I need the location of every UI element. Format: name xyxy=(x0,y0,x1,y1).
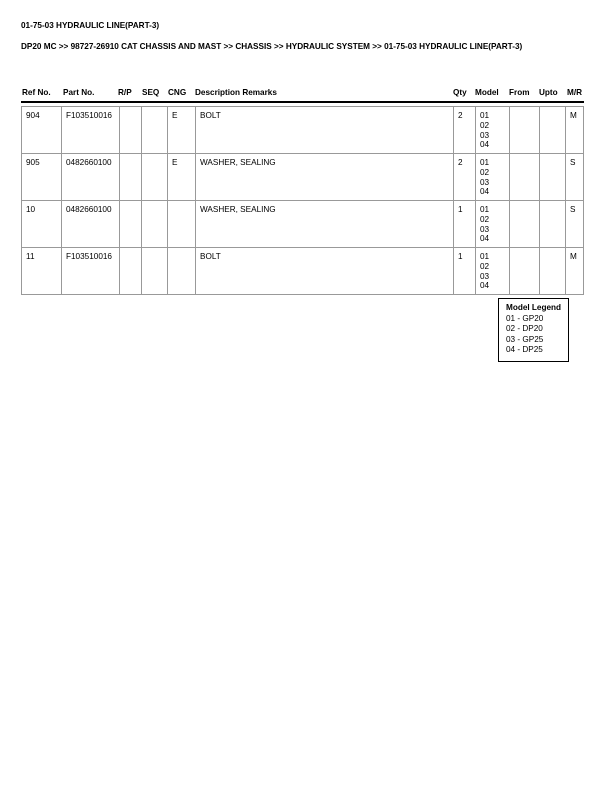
part-no-cell: 0482660100 xyxy=(61,154,119,200)
col-upto: Upto xyxy=(539,88,558,97)
mr-cell: S xyxy=(565,201,583,247)
table-row xyxy=(22,154,583,201)
table-row xyxy=(22,248,583,295)
header-rule xyxy=(21,101,584,103)
upto-cell xyxy=(539,107,565,153)
col-part-no: Part No. xyxy=(63,88,95,97)
model-legend xyxy=(498,298,569,362)
description-cell: WASHER, SEALING xyxy=(195,201,453,247)
col-mr: M/R xyxy=(567,88,583,97)
ref-cell: 11 xyxy=(26,252,35,261)
legend-item: 01 - GP20 xyxy=(506,314,544,323)
cng-cell xyxy=(167,201,195,247)
model-code: 04 xyxy=(480,187,490,197)
model-code: 04 xyxy=(480,234,490,244)
mr-cell: M xyxy=(565,107,583,153)
model-code: 02 xyxy=(480,214,490,224)
ref-cell: 905 xyxy=(26,158,40,167)
seq-cell xyxy=(141,248,167,294)
from-cell xyxy=(509,248,539,294)
model-code: 01 xyxy=(480,252,490,261)
from-cell xyxy=(509,107,539,153)
model-code: 02 xyxy=(480,167,490,177)
legend-item: 04 - DP25 xyxy=(506,345,543,355)
mr-cell: M xyxy=(565,248,583,294)
model-code: 02 xyxy=(480,261,490,271)
model-code: 01 xyxy=(480,111,490,120)
model-code: 01 xyxy=(480,205,490,214)
qty-cell: 1 xyxy=(453,201,475,247)
table-row xyxy=(22,107,583,154)
model-code: 04 xyxy=(480,281,490,291)
part-no-cell: F103510016 xyxy=(61,107,119,153)
parts-table xyxy=(21,106,584,295)
col-cng: CNG xyxy=(168,88,187,97)
rp-cell xyxy=(119,107,141,153)
table-header xyxy=(21,88,584,99)
part-no-cell: F103510016 xyxy=(61,248,119,294)
col-qty: Qty xyxy=(453,88,467,97)
seq-cell xyxy=(141,154,167,200)
ref-cell: 10 xyxy=(26,205,36,214)
from-cell xyxy=(509,201,539,247)
mr-cell: S xyxy=(565,154,583,200)
qty-cell: 2 xyxy=(453,154,475,200)
rp-cell xyxy=(119,154,141,200)
col-description: Description Remarks xyxy=(195,88,277,97)
description-cell: BOLT xyxy=(195,107,453,153)
col-seq: SEQ xyxy=(142,88,160,97)
table-row xyxy=(22,201,583,248)
part-no-cell: 0482660100 xyxy=(61,201,119,247)
model-cell xyxy=(475,107,509,153)
model-cell xyxy=(475,201,509,247)
page-title: 01-75-03 HYDRAULIC LINE(PART-3) xyxy=(21,21,160,30)
model-code: 03 xyxy=(480,130,490,140)
col-model: Model xyxy=(475,88,499,97)
col-rp: R/P xyxy=(118,88,132,97)
model-cell xyxy=(475,248,509,294)
model-code: 03 xyxy=(480,177,490,187)
rp-cell xyxy=(119,248,141,294)
model-cell xyxy=(475,154,509,200)
col-from: From xyxy=(509,88,530,97)
legend-title: Model Legend xyxy=(506,303,562,312)
model-code: 01 xyxy=(480,158,490,167)
upto-cell xyxy=(539,201,565,247)
ref-cell: 904 xyxy=(26,111,40,120)
qty-cell: 1 xyxy=(453,248,475,294)
qty-cell: 2 xyxy=(453,107,475,153)
breadcrumb: DP20 MC >> 98727-26910 CAT CHASSIS AND MAST >> CHASSIS >> HYDRAULIC SYSTEM >> 01-75-03 HYDRAULIC LINE(PART-3) xyxy=(21,42,523,51)
upto-cell xyxy=(539,248,565,294)
model-code: 02 xyxy=(480,120,490,130)
upto-cell xyxy=(539,154,565,200)
from-cell xyxy=(509,154,539,200)
cng-cell: E xyxy=(167,107,195,153)
model-code: 03 xyxy=(480,271,490,281)
seq-cell xyxy=(141,107,167,153)
description-cell: WASHER, SEALING xyxy=(195,154,453,200)
seq-cell xyxy=(141,201,167,247)
legend-item: 03 - GP25 xyxy=(506,334,544,344)
cng-cell: E xyxy=(167,154,195,200)
model-code: 03 xyxy=(480,224,490,234)
description-cell: BOLT xyxy=(195,248,453,294)
legend-item: 02 - DP20 xyxy=(506,324,543,334)
rp-cell xyxy=(119,201,141,247)
model-code: 04 xyxy=(480,140,490,150)
col-ref-no: Ref No. xyxy=(22,88,51,97)
cng-cell xyxy=(167,248,195,294)
